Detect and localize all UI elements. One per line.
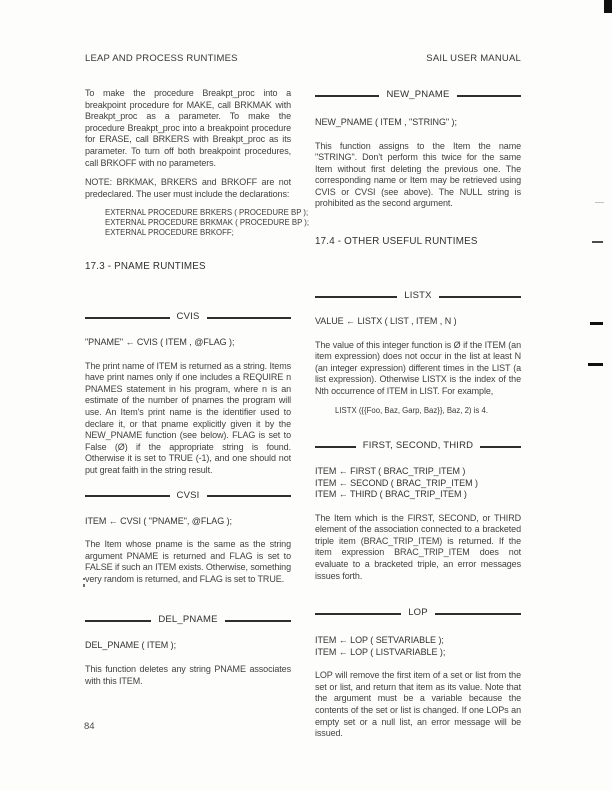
scan-artifact — [83, 584, 85, 587]
scan-artifact — [595, 202, 604, 203]
signature-line: ITEM ← SECOND ( BRAC_TRIP_ITEM ) — [315, 477, 478, 488]
rule-line — [439, 296, 521, 298]
listx-description: The value of this integer function is Ø if the ITEM (an item expression) does not occur in the list at least N (an integer expression) different times in the LIST (a list expression). Otherwise LISTX is the index of the Nth occurrence of ITEM in LIST. For example, — [315, 339, 521, 396]
two-column-body — [85, 88, 521, 740]
rule-header-cvis — [85, 312, 291, 323]
lop-description: LOP will remove the first item of a set or list from the set or list, and return that item as its value. Note that the argument must be a variable because the contents of the set or list is changed. If one LOPs an empty set or a null list, an error message will be issued. — [315, 670, 521, 739]
section-heading-17-3: 17.3 - PNAME RUNTIMES — [85, 261, 206, 273]
page-number: 84 — [84, 721, 95, 732]
scan-artifact — [590, 322, 603, 325]
declaration-line: EXTERNAL PROCEDURE BRKERS ( PROCEDURE BP ); — [105, 208, 309, 218]
cvis-description: The print name of ITEM is returned as a string. Items have print names only if one includes a REQUIRE n PNAMES statement in his program, where n is an estimate of the number of pnames the program will use. An Item's print name is the identifier used to declare it, or that pname explicitly given it by the NEW_PNAME function (see below). FLAG is set to False (Ø) if the appropriate string is found. Otherwise it is set to TRUE (-1), and one should not put great faith in the string result. — [85, 360, 291, 475]
rule-line — [435, 613, 521, 615]
cvsi-description: The Item whose pname is the same as the string argument PNAME is returned and FLAG is set to FALSE if such an ITEM exists. Otherwise, something very random is returned, and FLAG is set to TRUE. — [85, 539, 291, 584]
rule-label: CVIS — [176, 311, 200, 323]
rule-line — [480, 446, 521, 448]
scan-artifact — [588, 363, 603, 366]
declaration-line: EXTERNAL PROCEDURE BRKOFF; — [105, 227, 234, 237]
listx-signature: VALUE ← LISTX ( LIST , ITEM , N ) — [315, 316, 457, 327]
rule-header-lop — [315, 608, 521, 619]
signature-line: ITEM ← THIRD ( BRAC_TRIP_ITEM ) — [315, 489, 467, 500]
external-declarations-block — [85, 208, 310, 237]
del-pname-signature: DEL_PNAME ( ITEM ); — [85, 640, 177, 651]
rule-line — [85, 317, 170, 319]
scan-artifact — [604, 0, 612, 13]
cvsi-signature: ITEM ← CVSI ( "PNAME", @FLAG ); — [85, 515, 232, 526]
new-pname-signature: NEW_PNAME ( ITEM , "STRING" ); — [315, 117, 457, 127]
left-column — [85, 88, 310, 740]
rule-line — [207, 317, 292, 319]
listx-example: LISTX ({{Foo, Baz, Garp, Baz}}, Baz, 2) is 4. — [335, 405, 488, 415]
rule-label: LOP — [408, 607, 428, 619]
note-paragraph: NOTE: BRKMAK, BRKERS and BRKOFF are not predeclared. The user must include the declarations: — [85, 177, 291, 199]
breakpoint-paragraph: To make the procedure Breakpt_proc into a breakpoint procedure for MAKE, call BRKMAK with Breakpt_proc as a parameter. To make the procedure Breakpt_proc into a breakpoint procedure for ERASE, call BRKERS with Breakpt_proc as its parameter. To turn off both breakpoint procedures, call BRKOFF with no parameters. — [85, 88, 291, 168]
cvis-signature: "PNAME" ← CVIS ( ITEM , @FLAG ); — [85, 337, 235, 348]
rule-line — [315, 296, 397, 298]
rule-line — [85, 620, 151, 622]
rule-header-first-second-third — [315, 441, 521, 452]
rule-line — [315, 95, 379, 97]
first-second-third-signatures — [315, 466, 521, 501]
rule-line — [315, 613, 401, 615]
rule-line — [225, 620, 291, 622]
right-column — [315, 88, 521, 740]
scan-artifact — [592, 241, 603, 243]
rule-header-del-pname — [85, 615, 291, 626]
running-header — [85, 53, 521, 64]
section-heading-17-4: 17.4 - OTHER USEFUL RUNTIMES — [315, 236, 478, 248]
new-pname-description: This function assigns to the Item the name "STRING". Don't perform this twice for the same Item without first deleting the previous one. The corresponding name or Item may be retrieved using CVIS or CVSI (see above). The NULL string is prohibited as the second argument. — [315, 140, 521, 209]
declaration-line: EXTERNAL PROCEDURE BRKMAK ( PROCEDURE BP ); — [105, 217, 310, 227]
del-pname-description: This function deletes any string PNAME associates with this ITEM. — [85, 663, 291, 686]
header-right-title: SAIL USER MANUAL — [426, 53, 521, 64]
scan-artifact — [83, 578, 85, 580]
signature-line: ITEM ← LOP ( SETVARIABLE ); — [315, 635, 444, 646]
first-second-third-description: The Item which is the FIRST, SECOND, or THIRD element of the association connected to a bracketed triple item (BRAC_TRIP_ITEM) is returned. If the item expression BRAC_TRIP_ITEM does not evaluate to a bracketed triple, an error messages issues forth. — [315, 512, 521, 581]
rule-header-cvsi — [85, 491, 291, 502]
lop-signatures — [315, 635, 521, 658]
rule-line — [315, 446, 356, 448]
signature-line: ITEM ← FIRST ( BRAC_TRIP_ITEM ) — [315, 466, 466, 477]
signature-line: ITEM ← LOP ( LISTVARIABLE ); — [315, 646, 446, 657]
header-left-title: LEAP AND PROCESS RUNTIMES — [85, 53, 238, 64]
rule-label: NEW_PNAME — [386, 89, 450, 100]
rule-header-listx — [315, 291, 521, 302]
rule-line — [207, 495, 292, 497]
rule-header-new-pname — [315, 90, 521, 101]
rule-label: FIRST, SECOND, THIRD — [362, 440, 474, 452]
rule-label: LISTX — [404, 290, 432, 302]
rule-label: DEL_PNAME — [158, 614, 218, 626]
rule-label: CVSI — [176, 489, 200, 501]
rule-line — [85, 495, 170, 497]
rule-line — [457, 95, 521, 97]
